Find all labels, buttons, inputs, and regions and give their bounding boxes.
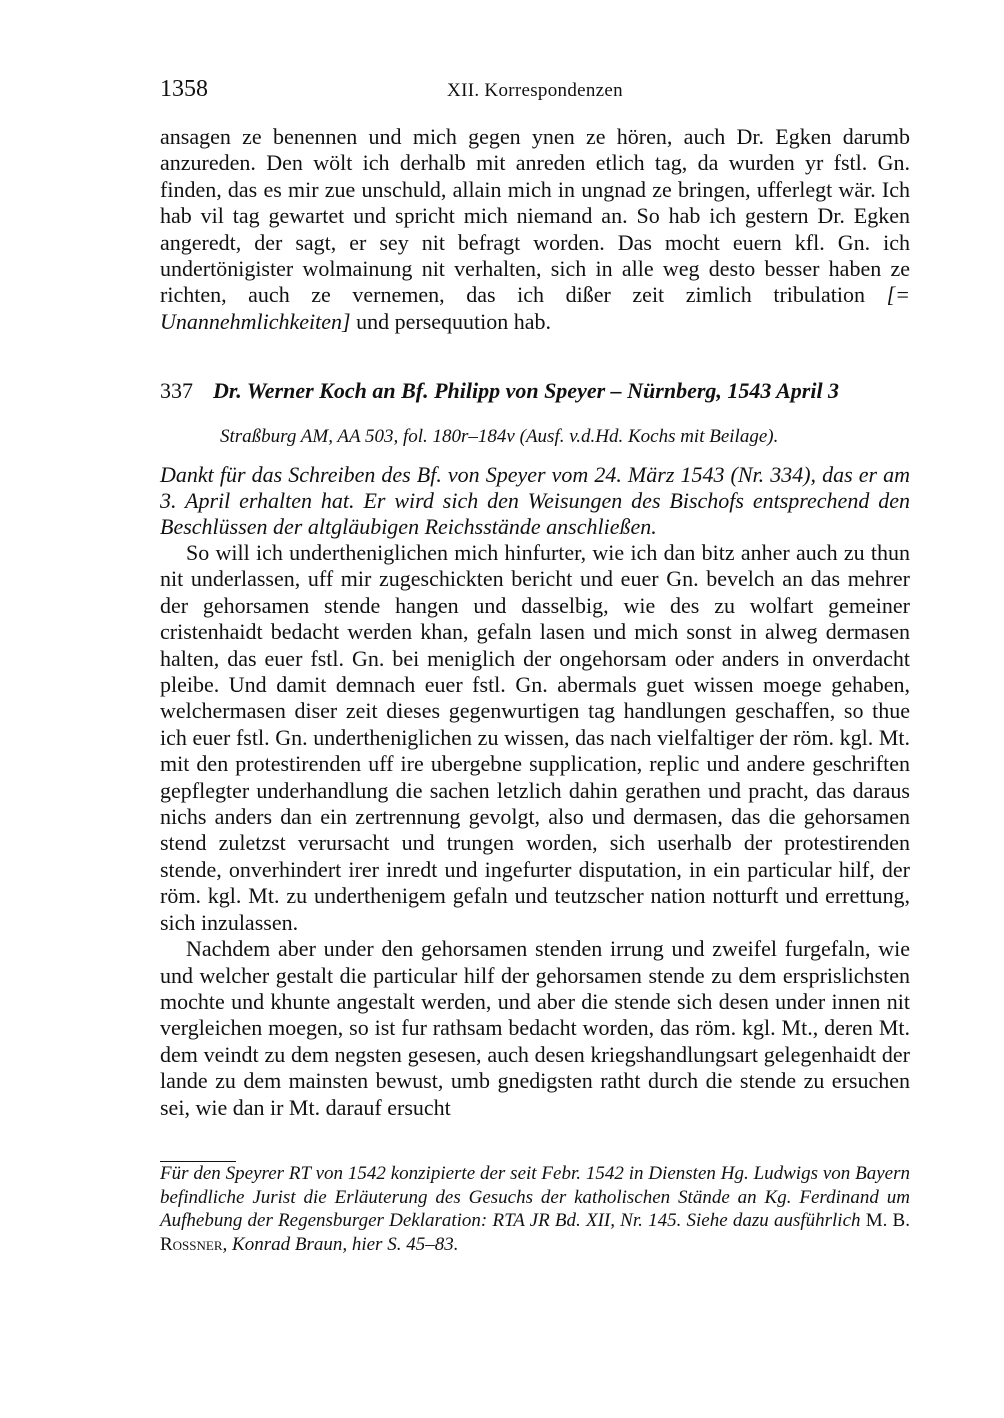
intro-text: ansagen ze benennen und mich gegen ynen ze hören, auch Dr. Egken darumb anzureden. Den wölt ich derhalb mit anreden etlich tag, da wurden yr fstl. Gn. finden, das es mir zue unschuld, allain mich in ungnad ze bringen, ufferlegt wär. Ich hab vil tag gewartet und spricht mich niemand an. So hab ich gestern Dr. Egken angeredt, der sagt, er sey nit befragt worden. Das mocht euern kfl. Gn. ich undertönigister wolmainung nit verhalten, sich in alle weg desto besser haben ze richten, auch ze vernemen, das ich dißer zeit zimlich tribulation	[160, 124, 910, 308]
document-title: Dr. Werner Koch an Bf. Philipp von Speyer – Nürnberg, 1543 April 3	[213, 378, 840, 403]
footnote-reference: , Konrad Braun, hier S. 45–83.	[222, 1233, 459, 1255]
letter-body	[160, 540, 910, 1121]
running-header	[160, 76, 910, 110]
footnote-author-name: Rossner	[160, 1233, 223, 1255]
source-reference: Straßburg AM, AA 503, fol. 180r–184v (Ausf. v.d.Hd. Kochs mit Beilage).	[220, 426, 779, 447]
document-heading	[160, 378, 910, 404]
footnote-text: Für den Speyrer RT von 1542 konzipierte der seit Febr. 1542 in Diensten Hg. Ludwigs von Bayern befindliche Jurist die Erläuterung des Gesuchs der katholischen Stände an Kg. Ferdinand um Aufhebung der Regensburger Deklaration: RTA JR Bd. XII, Nr. 145. Siehe dazu ausführlich	[160, 1163, 910, 1232]
regest: Dankt für das Schreiben des Bf. von Speyer vom 24. März 1543 (Nr. 334), das er am 3. April erhalten hat. Er wird sich den Weisungen des Bischofs entsprechend den Beschlüssen der altgläubigen Reichsstände anschließen.	[160, 462, 910, 539]
letter-paragraph: So will ich undertheniglichen mich hinfurter, wie ich dan bitz anher auch zu thun nit underlassen, uff mir zugeschickten bericht und euer Gn. bevelch an das mehrer der gehorsamen stende hangen und dasselbig, wie des zu wolfart gemeiner cristenhaidt bedacht werden khan, gefaln lasen und mich sonst in alweg dermasen halten, das euer fstl. Gn. bei meniglich der ongehorsam oder anders in onverdacht pleibe. Und damit demnach euer fstl. Gn. abermals guet wissen moege gehaben, welchermasen diser zeit dieses gegenwurtigen tag handlungen geschaffen, so thue ich euer fstl. Gn. undertheniglichen zu wissen, das nach vielfaltiger der röm. kgl. Mt. mit den protestirenden uff ire ubergebne supplication, replic und andere geschriften gepflegter underhandlung die sachen letzlich dahin gerathen und pracht, das daraus nichs anders dan ein zertrennung gevolgt, also und dermasen, das die gehorsamen stend zuletzst verursacht und trungen worden, sich userhalb der protestirenden stende, onverhindert irer inredt und ingefurter disputation, in ein particular hilf, der röm. kgl. Mt. zu underthenigem gefaln und teutzscher nation notturft und errettung, sich inzulassen.	[160, 540, 910, 935]
running-title: XII. Korrespondenzen	[447, 80, 623, 101]
intro-gloss: [= Unannehmlichkeiten]	[160, 282, 910, 334]
footnote-author-initials: M. B.	[865, 1210, 910, 1232]
page-number: 1358	[160, 76, 208, 102]
intro-paragraph	[160, 124, 910, 335]
intro-tail: und persequution hab.	[350, 308, 552, 334]
footnote	[160, 1162, 910, 1256]
document-number: 337	[160, 378, 193, 403]
letter-paragraph: Nachdem aber under den gehorsamen stenden irrung und zweifel furgefaln, wie und welcher gestalt die particular hilf der gehorsamen stende zu dem ersprislichsten mochte und khunte angestalt werden, und aber die stende sich desen under innen nit vergleichen moegen, so ist fur rathsam bedacht worden, das röm. kgl. Mt., deren Mt. dem veindt zu dem negsten gesesen, auch desen kriegshandlungsart gelegenhaidt der lande zu dem mainsten bewust, umb gnedigsten ratht durch die stende zu ersuchen sei, wie dan ir Mt. darauf ersucht	[160, 936, 910, 1120]
